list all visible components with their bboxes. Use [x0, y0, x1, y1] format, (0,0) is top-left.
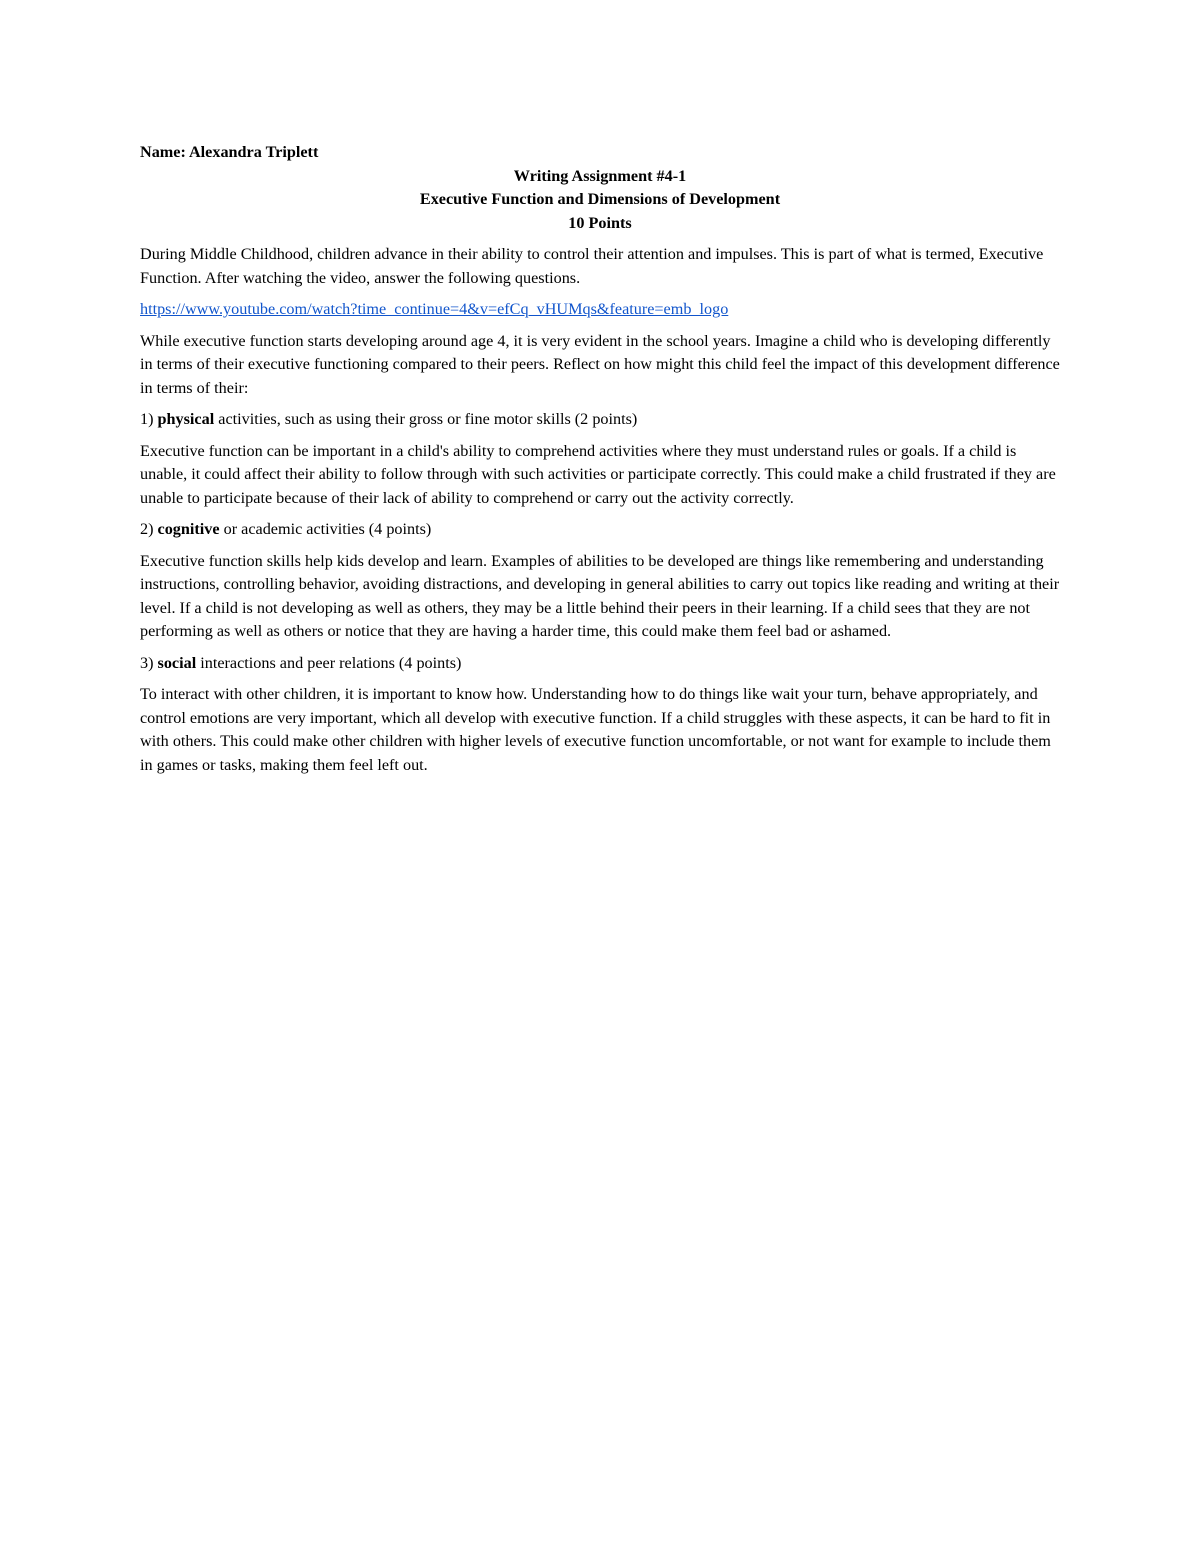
- assignment-topic: Executive Function and Dimensions of Development: [419, 190, 781, 208]
- question-keyword: cognitive: [157, 520, 220, 538]
- answer-1: Executive function can be important in a child's ability to comprehend activities where they must understand rules or goals. If a child is unable, it could affect their ability to follow through with such activities or participate correctly. This could make a child frustrated if they are unable to participate because of their lack of ability to comprehend or carry out the activity correctly.: [140, 441, 1056, 507]
- answer-3: To interact with other children, it is important to know how. Understanding how to do things like wait your turn, behave appropriately, and control emotions are very important, which all develop with executive function. If a child struggles with these aspects, it can be hard to fit in with others. This could make other children with higher levels of executive function uncomfortable, or not want for example to include them in games or tasks, making them feel left out.: [140, 685, 1051, 774]
- assignment-points: 10 Points: [568, 213, 632, 232]
- question-text: or academic activities (4 points): [223, 520, 432, 538]
- video-link-paragraph: [140, 298, 1060, 322]
- question-number: 2): [140, 520, 154, 538]
- assignment-title: Writing Assignment #4-1: [513, 166, 687, 185]
- answer-2: Executive function skills help kids develop and learn. Examples of abilities to be developed are things like remembering and understanding instructions, controlling behavior, avoiding distractions, and developing in general abilities to carry out topics like reading and writing at their level. If a child is not developing as well as others, they may be a little behind their peers in their learning. If a child sees that they are not performing as well as others or notice that they are having a harder time, this could make them feel bad or ashamed.: [140, 551, 1060, 640]
- intro-paragraph: During Middle Childhood, children advance in their ability to control their attention and impulses. This is part of what is termed, Executive Function. After watching the video, answer the following questions.: [140, 245, 1044, 287]
- video-link[interactable]: https://www.youtube.com/watch?time_continue=4&v=efCq_vHUMqs&feature=emb_logo: [140, 300, 729, 318]
- question-text: interactions and peer relations (4 points): [200, 653, 462, 672]
- question-text: activities, such as using their gross or fine motor skills (2 points): [218, 410, 638, 428]
- question-keyword: physical: [157, 410, 215, 428]
- prompt-paragraph: While executive function starts developing around age 4, it is very evident in the school years. Imagine a child who is developing differently in terms of their executive functioning compared to their peers. Reflect on how might this child feel the impact of this development difference in terms of their:: [140, 331, 1060, 397]
- question-number: 1): [140, 410, 154, 428]
- student-name: Name: Alexandra Triplett: [140, 143, 319, 161]
- question-keyword: social: [157, 653, 197, 672]
- title-block: [140, 165, 1060, 236]
- question-number: 3): [140, 653, 154, 672]
- question-2: [140, 518, 1060, 542]
- document-content: [140, 141, 1060, 785]
- question-1: [140, 408, 1060, 432]
- question-3: [140, 652, 1060, 676]
